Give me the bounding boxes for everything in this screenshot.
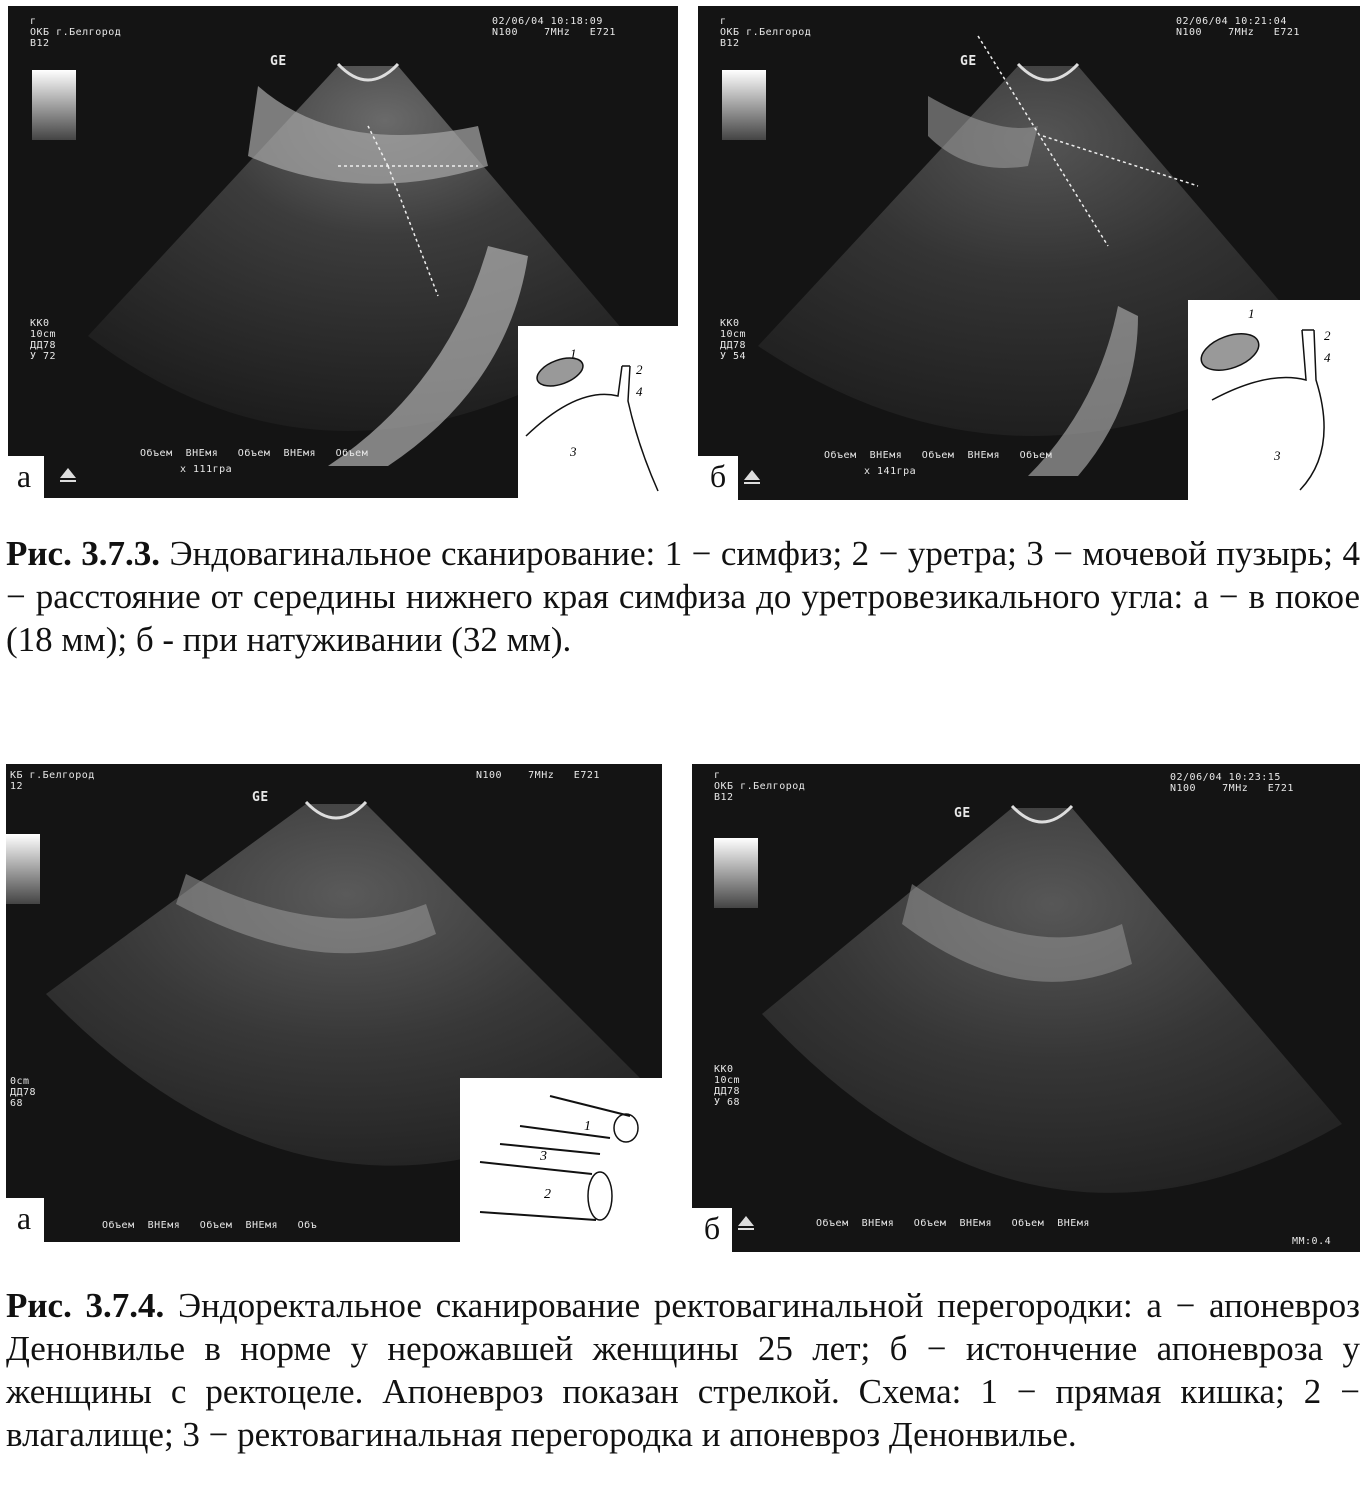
ge-logo: GE — [954, 806, 971, 821]
panel-letter: б — [692, 1208, 732, 1252]
caption-text: Эндовагинальное сканирование: 1 − симфиз; 2 − уретра; 3 − мочевой пузырь; 4 − расстояние от середины нижнего края симфиза до уретровезикального угла: а − в покое (18 мм); б - при натуживании (32 мм). — [6, 534, 1360, 659]
overlay-bottom: Объем ВНЕмя Объем ВНЕмя Объем — [140, 448, 369, 459]
overlay-line: г — [714, 770, 721, 781]
scheme-fig373-a — [518, 326, 678, 498]
overlay-angle: x 141гра — [864, 466, 917, 477]
overlay-line: ОКБ г.Белгород — [30, 27, 122, 38]
overlay-line: г — [720, 16, 727, 27]
overlay-timestamp: 02/06/04 10:21:04 — [1176, 16, 1287, 27]
overlay-side — [30, 318, 56, 362]
overlay-line: 68 — [10, 1098, 24, 1109]
overlay-bottom: Объем ВНЕмя Объем ВНЕмя Объем ВНЕмя — [816, 1218, 1090, 1229]
overlay-timestamp: 02/06/04 10:23:15 — [1170, 772, 1281, 783]
overlay-params: N100 7MHz E721 — [1176, 27, 1300, 38]
overlay-line: У 68 — [714, 1097, 741, 1108]
caption-label: Рис. 3.7.3. — [6, 534, 161, 573]
overlay-line: У 72 — [30, 351, 57, 362]
scheme-label: 1 — [1248, 306, 1255, 321]
caption-text: Эндоректальное сканирование ректовагинальной перегородки: а − апоневроз Денонвилье в норме у нерожавшей женщины 25 лет; б − истончение апоневроза у женщины с ректоцеле. Апоневроз показан стрелкой. Схема: 1 − прямая кишка; 2 − влагалище; 3 − ректовагинальная перегородка и апоневроз Денонвилье. — [6, 1286, 1360, 1454]
panel-letter: а — [4, 456, 44, 498]
eject-icon — [738, 1216, 754, 1226]
overlay-line: В12 — [30, 38, 50, 49]
ultrasound-scan — [692, 764, 1360, 1252]
overlay-line: 10cm — [720, 329, 747, 340]
scheme-label: 4 — [636, 384, 643, 399]
overlay-bottom: Объем ВНЕмя Объем ВНЕмя Объ — [102, 1220, 318, 1231]
overlay-line: У 54 — [720, 351, 747, 362]
overlay-line: ДД78 — [714, 1086, 741, 1097]
overlay-top-left — [30, 16, 121, 49]
figure-caption-373 — [6, 532, 1360, 661]
overlay-top-right — [476, 770, 600, 781]
overlay-top-left — [720, 16, 811, 49]
overlay-top-right — [492, 16, 616, 38]
scheme-label: 1 — [570, 346, 577, 361]
scheme-drawing — [1188, 300, 1360, 500]
overlay-measure: MM:0.4 — [1292, 1236, 1332, 1247]
eject-icon — [744, 470, 760, 480]
overlay-line: KK0 — [30, 318, 50, 329]
overlay-line: ДД78 — [30, 340, 57, 351]
scheme-label: 2 — [636, 362, 643, 377]
overlay-line: ОКБ г.Белгород — [714, 781, 806, 792]
overlay-side — [714, 1064, 740, 1108]
scheme-label: 3 — [1274, 448, 1281, 463]
caption-label: Рис. 3.7.4. — [6, 1286, 165, 1325]
overlay-line: KK0 — [720, 318, 740, 329]
eject-icon — [60, 468, 76, 478]
scheme-fig374-a — [460, 1078, 662, 1242]
scheme-drawing — [460, 1078, 662, 1242]
overlay-line: КБ г.Белгород — [10, 770, 95, 781]
overlay-params: N100 7MHz E721 — [492, 27, 616, 38]
overlay-top-left — [714, 770, 805, 803]
figure-caption-374 — [6, 1284, 1360, 1456]
overlay-side — [720, 318, 746, 362]
ge-logo: GE — [252, 790, 269, 805]
scheme-label: 4 — [1324, 350, 1331, 365]
overlay-params: N100 7MHz E721 — [476, 770, 600, 781]
scheme-drawing — [518, 326, 678, 498]
overlay-timestamp: 02/06/04 10:18:09 — [492, 16, 603, 27]
overlay-line: В12 — [714, 792, 734, 803]
overlay-line: 0cm — [10, 1076, 30, 1087]
scheme-label: 1 — [584, 1119, 591, 1134]
scheme-label: 3 — [540, 1149, 547, 1164]
scheme-label: 2 — [1324, 328, 1331, 343]
scheme-label: 2 — [544, 1187, 551, 1202]
overlay-line: KK0 — [714, 1064, 734, 1075]
overlay-line: ДД78 — [10, 1087, 37, 1098]
overlay-bottom: Объем ВНЕмя Объем ВНЕмя Объем — [824, 450, 1053, 461]
us-image-fig374-b — [692, 764, 1360, 1252]
overlay-line: 10cm — [30, 329, 57, 340]
panel-letter: б — [698, 456, 738, 500]
panel-letter: а — [4, 1198, 44, 1242]
overlay-line: ОКБ г.Белгород — [720, 27, 812, 38]
overlay-top-left — [10, 770, 95, 792]
ge-logo: GE — [960, 54, 977, 69]
overlay-params: N100 7MHz E721 — [1170, 783, 1294, 794]
overlay-side — [10, 1076, 36, 1109]
overlay-top-right — [1176, 16, 1300, 38]
ge-logo: GE — [270, 54, 287, 69]
overlay-angle: x 111гра — [180, 464, 233, 475]
scheme-fig373-b — [1188, 300, 1360, 500]
overlay-line: 10cm — [714, 1075, 741, 1086]
scheme-label: 3 — [570, 444, 577, 459]
overlay-top-right — [1170, 772, 1294, 794]
overlay-line: В12 — [720, 38, 740, 49]
overlay-line: ДД78 — [720, 340, 747, 351]
overlay-line: 12 — [10, 781, 24, 792]
overlay-line: г — [30, 16, 37, 27]
